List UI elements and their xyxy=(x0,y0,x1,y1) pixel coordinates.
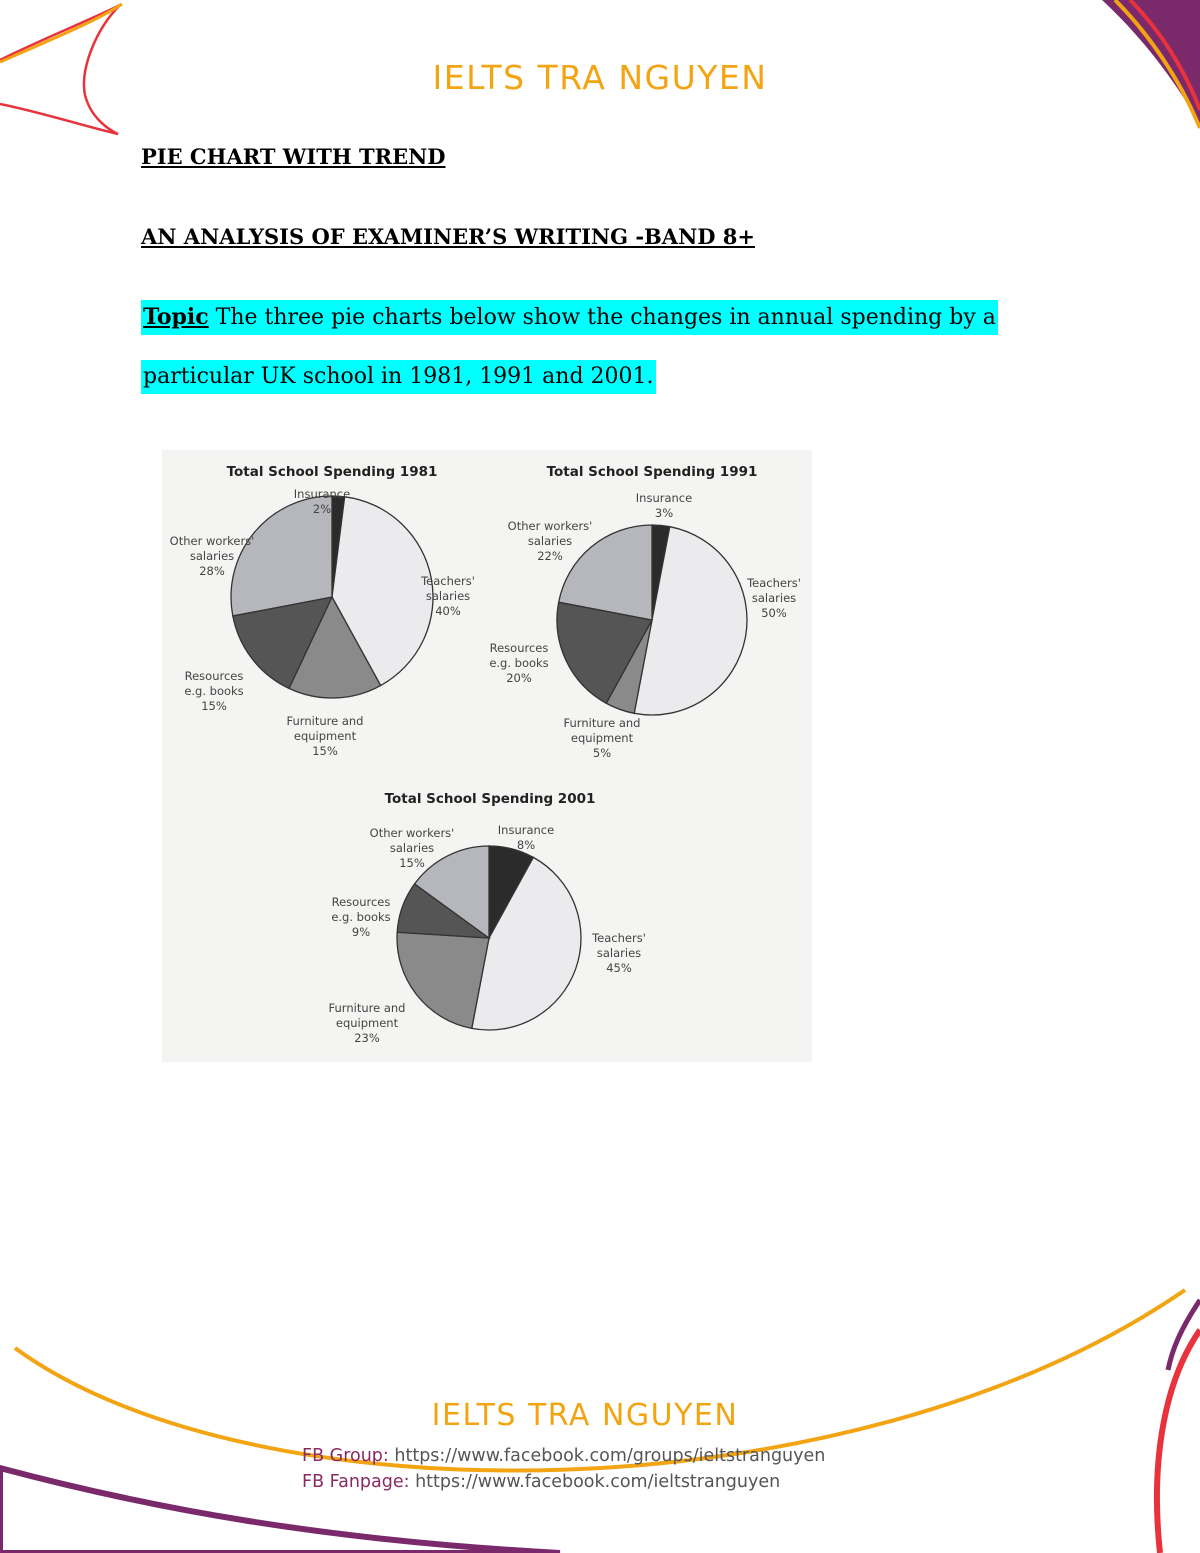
pie-chart-title: Total School Spending 1981 xyxy=(226,464,438,480)
footer-fanpage-line[interactable] xyxy=(302,1472,780,1492)
slice-label-insurance: Insurance 2% xyxy=(293,487,351,516)
document-heading-2: AN ANALYSIS OF EXAMINER’S WRITING -BAND 8+ xyxy=(141,224,756,249)
header-brand-text: IELTS TRA NGUYEN xyxy=(432,58,768,97)
slice-label-furniture: Furniture and equipment 5% xyxy=(563,716,641,760)
footer-group-label: FB Group: xyxy=(302,1446,389,1466)
slice-label-other: Other workers' salaries 15% xyxy=(369,826,455,870)
document-heading-1: PIE CHART WITH TREND xyxy=(141,144,446,169)
pie-chart-title: Total School Spending 2001 xyxy=(384,791,596,807)
pie-chart-title: Total School Spending 1991 xyxy=(546,464,758,480)
pie-charts-figure xyxy=(162,450,812,1062)
slice-label-furniture: Furniture and equipment 15% xyxy=(286,714,364,758)
footer-group-url[interactable]: https://www.facebook.com/groups/ieltstranguyen xyxy=(388,1446,826,1466)
bottom-right-red-swoosh xyxy=(1157,1330,1200,1553)
slice-label-insurance: Insurance 8% xyxy=(497,823,555,852)
topic-text-2: particular UK school in 1981, 1991 and 2001. xyxy=(143,364,654,389)
footer-brand xyxy=(0,1398,1200,1433)
slice-label-insurance: Insurance 3% xyxy=(635,491,693,520)
pie-chart-3 xyxy=(329,791,646,1045)
footer-fanpage-url[interactable]: https://www.facebook.com/ieltstranguyen xyxy=(409,1472,781,1492)
slice-label-other: Other workers' salaries 22% xyxy=(507,519,593,563)
pie-chart-2 xyxy=(489,464,801,760)
slice-label-teachers: Teachers' salaries 40% xyxy=(421,574,475,618)
footer-brand-text: IELTS TRA NGUYEN xyxy=(431,1398,739,1433)
slice-label-resources: Resources e.g. books 9% xyxy=(331,895,391,939)
slice-label-other: Other workers' salaries 28% xyxy=(169,534,255,578)
slice-label-resources: Resources e.g. books 15% xyxy=(184,669,244,713)
header-brand xyxy=(0,58,1200,97)
pie-chart-1 xyxy=(170,464,475,758)
footer-group-line[interactable] xyxy=(302,1446,825,1466)
slice-label-furniture: Furniture and equipment 23% xyxy=(328,1001,406,1045)
bottom-gold-swoosh xyxy=(15,1290,1185,1471)
slice-label-teachers: Teachers' salaries 50% xyxy=(747,576,801,620)
topic-line-1 xyxy=(141,300,998,335)
pie-charts-svg xyxy=(162,450,812,1062)
slice-label-resources: Resources e.g. books 20% xyxy=(489,641,549,685)
topic-text-1: The three pie charts below show the changes in annual spending by a xyxy=(208,305,996,330)
topic-label: Topic xyxy=(143,304,209,330)
slice-label-teachers: Teachers' salaries 45% xyxy=(592,931,646,975)
footer-fanpage-label: FB Fanpage: xyxy=(302,1472,410,1492)
topic-line-2 xyxy=(141,360,656,394)
